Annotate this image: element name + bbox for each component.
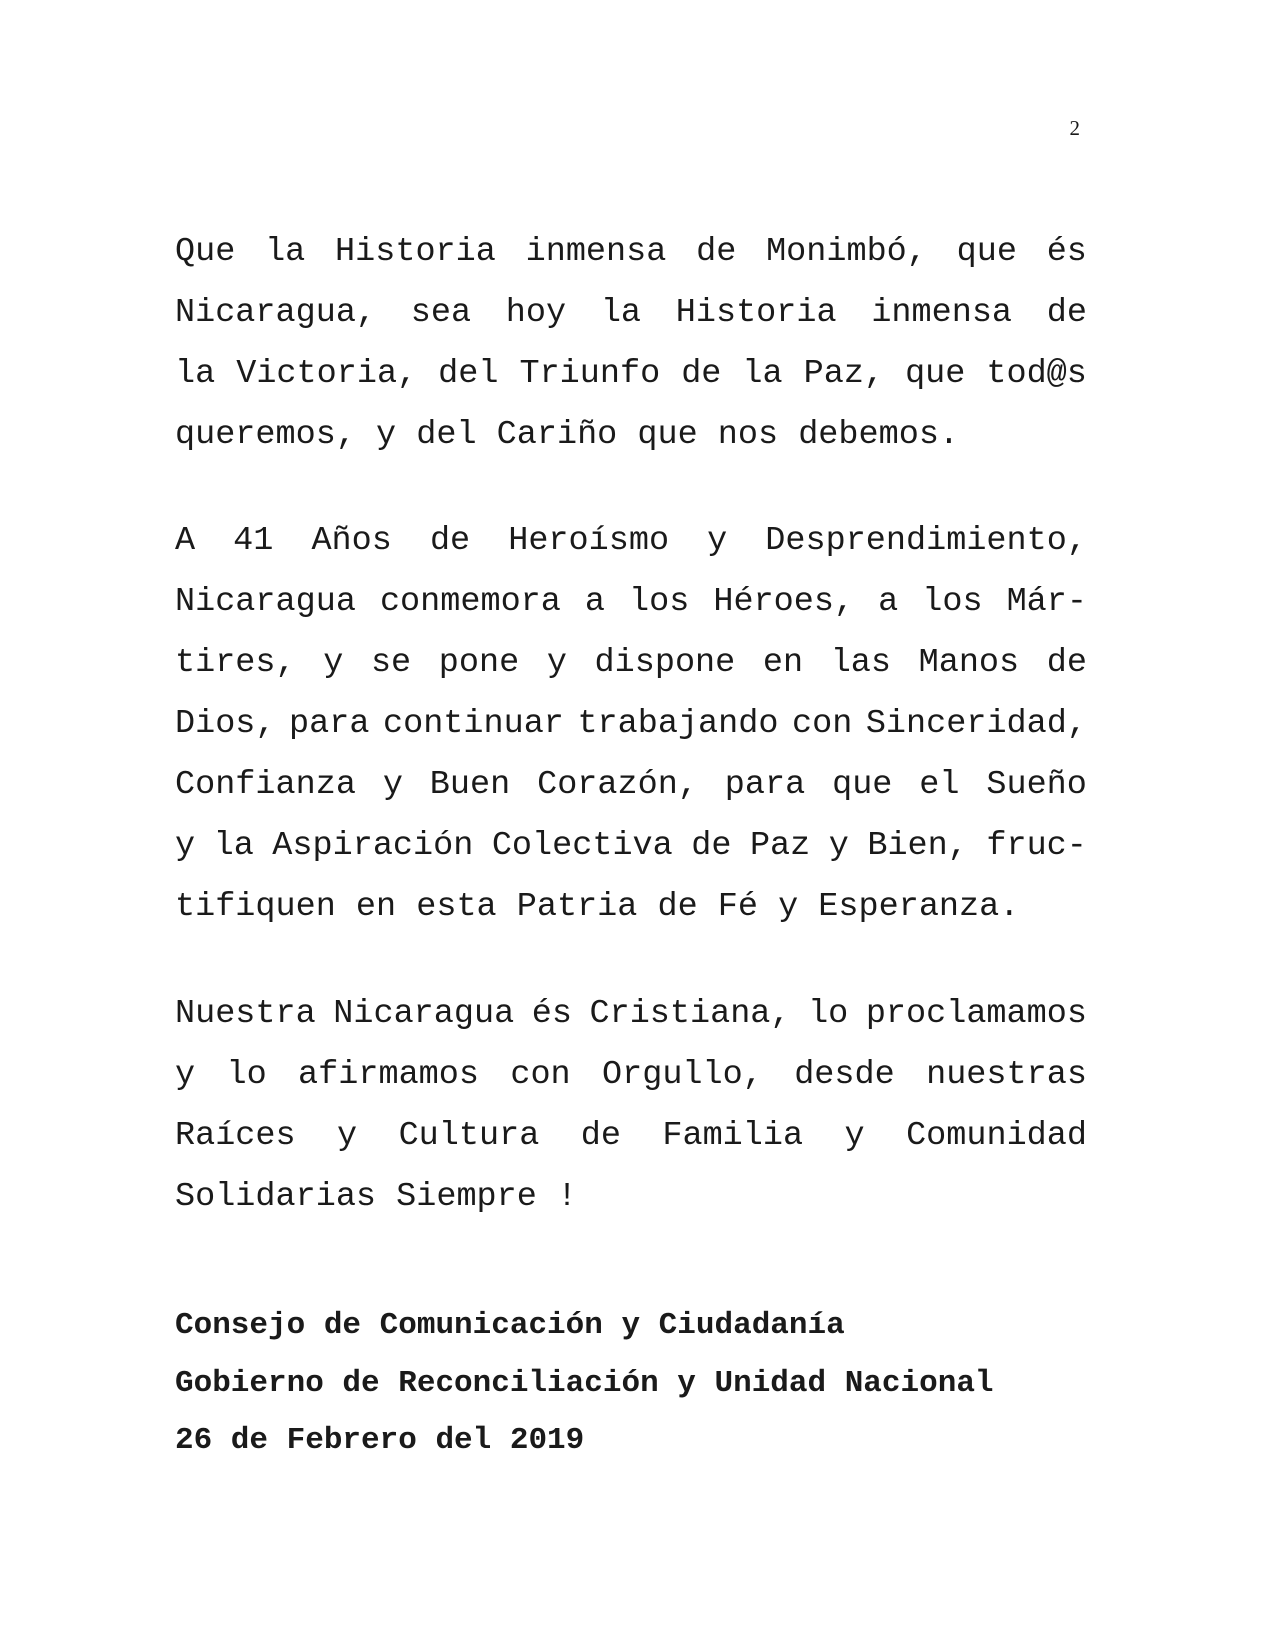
paragraph-heroes xyxy=(175,511,1087,938)
page-number: 2 xyxy=(1069,116,1080,140)
text-line: la Victoria, del Triunfo de la Paz, que tod@s xyxy=(175,355,1087,393)
text-line: tifiquen en esta Patria de Fé y Esperanza. xyxy=(175,888,1020,926)
text-line: y lo afirmamos con Orgullo, desde nuestras xyxy=(175,1056,1087,1094)
text-line: Solidarias Siempre ! xyxy=(175,1178,578,1216)
text-line: Nuestra Nicaragua és Cristiana, lo proclamamos xyxy=(175,995,1087,1033)
signature-date: 26 de Febrero del 2019 xyxy=(175,1423,585,1458)
text-line: y la Aspiración Colectiva de Paz y Bien, fruc- xyxy=(175,827,1087,865)
signature-block xyxy=(175,1297,994,1470)
text-line: Dios, para continuar trabajando con Sinceridad, xyxy=(175,705,1087,743)
text-line: Raíces y Cultura de Familia y Comunidad xyxy=(175,1117,1087,1155)
text-line: Nicaragua, sea hoy la Historia inmensa de xyxy=(175,294,1087,332)
text-line: queremos, y del Cariño que nos debemos. xyxy=(175,416,960,454)
paragraph-monimbo xyxy=(175,222,1087,466)
text-line: Nicaragua conmemora a los Héroes, a los Már- xyxy=(175,583,1087,621)
text-line: Que la Historia inmensa de Monimbó, que és xyxy=(175,233,1087,271)
text-line: Confianza y Buen Corazón, para que el Sueño xyxy=(175,766,1087,804)
text-line: A 41 Años de Heroísmo y Desprendimiento, xyxy=(175,522,1087,560)
text-line: tires, y se pone y dispone en las Manos de xyxy=(175,644,1087,682)
signature-organization: Consejo de Comunicación y Ciudadanía xyxy=(175,1308,845,1343)
signature-government: Gobierno de Reconciliación y Unidad Nacional xyxy=(175,1365,994,1401)
paragraph-cristiana xyxy=(175,984,1087,1228)
